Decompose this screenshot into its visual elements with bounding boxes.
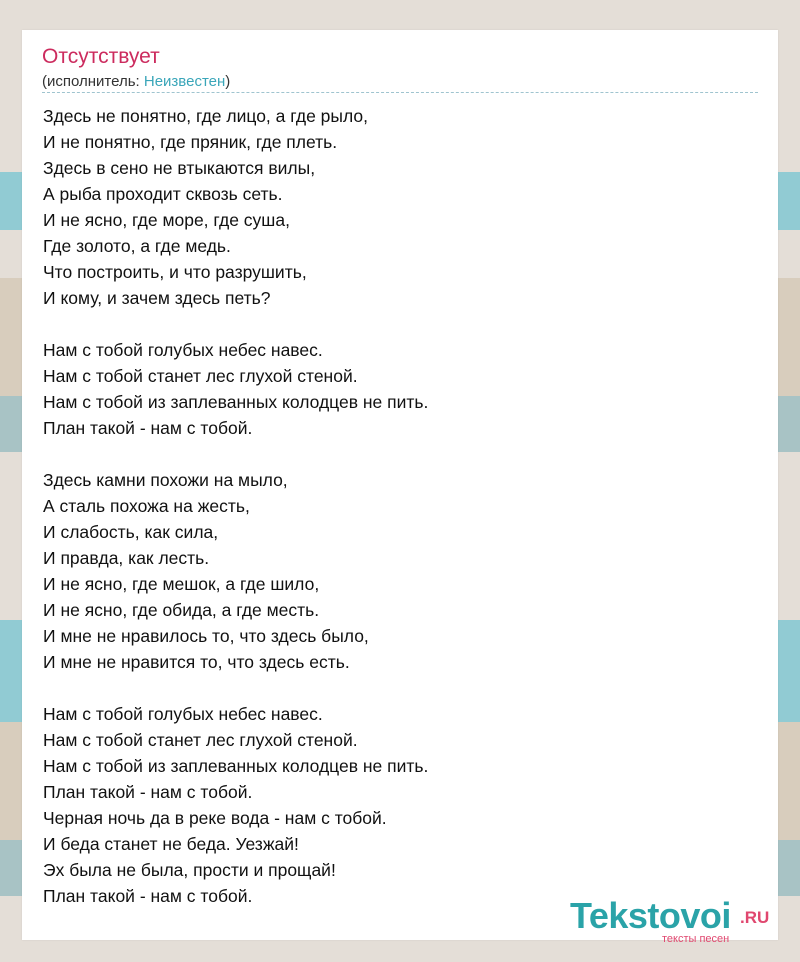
- lyrics-line: И беда станет не беда. Уезжай!: [43, 834, 299, 854]
- performer-link[interactable]: Неизвестен: [143, 73, 226, 90]
- lyrics-line: И не ясно, где обида, а где месть.: [43, 600, 320, 620]
- lyrics-line: Черная ночь да в реке вода - нам с тобой.: [43, 808, 387, 828]
- lyrics-line: Что построить, и что разрушить,: [43, 262, 307, 282]
- lyrics-text: [43, 103, 763, 909]
- stanza-gap: [43, 675, 763, 701]
- site-logo[interactable]: [570, 896, 780, 946]
- lyrics-line: И мне не нравится то, что здесь есть.: [43, 652, 350, 672]
- song-title[interactable]: Отсутствует: [42, 45, 160, 68]
- lyrics-line: И не ясно, где море, где суша,: [43, 210, 290, 230]
- lyrics-line: И кому, и зачем здесь петь?: [43, 288, 271, 308]
- lyrics-line: И правда, как лесть.: [43, 548, 210, 568]
- lyrics-line: И мне не нравилось то, что здесь было,: [43, 626, 369, 646]
- logo-tagline: тексты песен: [662, 933, 730, 945]
- logo-tld-text: .RU: [740, 908, 770, 927]
- lyrics-line: Нам с тобой из заплеванных колодцев не пить.: [43, 392, 429, 412]
- lyrics-line: И слабость, как сила,: [43, 522, 219, 542]
- lyrics-line: Нам с тобой станет лес глухой стеной.: [43, 366, 358, 386]
- lyrics-line: Нам с тобой из заплеванных колодцев не пить.: [43, 756, 429, 776]
- performer-line: [42, 73, 230, 91]
- title-divider: [42, 92, 758, 93]
- lyrics-line: Здесь не понятно, где лицо, а где рыло,: [43, 106, 368, 126]
- lyrics-line: План такой - нам с тобой.: [43, 886, 253, 906]
- lyrics-line: И не понятно, где пряник, где плеть.: [43, 132, 338, 152]
- logo-main-text: Tekstovoi: [570, 895, 731, 936]
- lyrics-line: План такой - нам с тобой.: [43, 782, 253, 802]
- stanza-gap: [43, 441, 763, 467]
- lyrics-line: Здесь в сено не втыкаются вилы,: [43, 158, 316, 178]
- lyrics-line: А сталь похожа на жесть,: [43, 496, 250, 516]
- lyrics-line: План такой - нам с тобой.: [43, 418, 253, 438]
- lyrics-line: Нам с тобой голубых небес навес.: [43, 340, 323, 360]
- lyrics-line: И не ясно, где мешок, а где шило,: [43, 574, 320, 594]
- performer-prefix: (исполнитель:: [42, 73, 144, 90]
- lyrics-line: Где золото, а где медь.: [43, 236, 231, 256]
- performer-suffix: ): [225, 73, 231, 90]
- lyrics-card: [22, 30, 778, 945]
- lyrics-line: Нам с тобой станет лес глухой стеной.: [43, 730, 358, 750]
- lyrics-line: Эх была не была, прости и прощай!: [43, 860, 336, 880]
- lyrics-line: А рыба проходит сквозь сеть.: [43, 184, 283, 204]
- lyrics-line: Здесь камни похожи на мыло,: [43, 470, 288, 490]
- stanza-gap: [43, 311, 763, 337]
- lyrics-line: Нам с тобой голубых небес навес.: [43, 704, 323, 724]
